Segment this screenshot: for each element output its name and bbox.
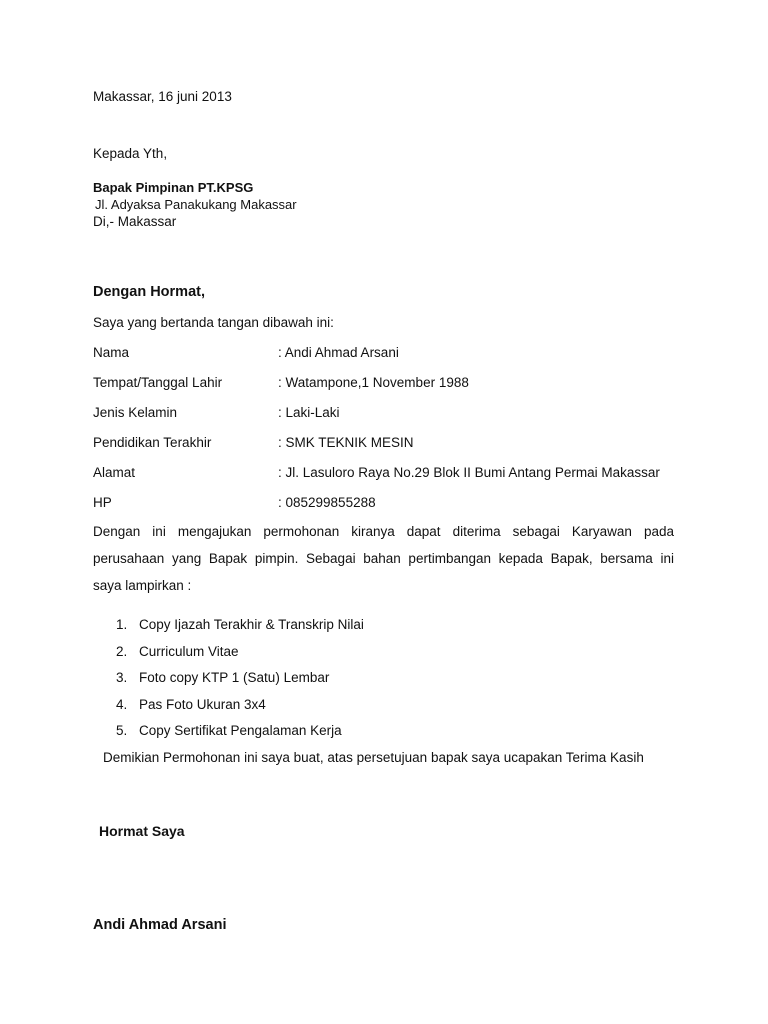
attachment-text: Curriculum Vitae — [139, 644, 239, 659]
signer-name: Andi Ahmad Arsani — [93, 917, 227, 933]
identity-value: : Andi Ahmad Arsani — [278, 345, 399, 360]
letter-date: Makassar, 16 juni 2013 — [93, 89, 232, 104]
identity-label: Jenis Kelamin — [93, 405, 178, 420]
identity-value: : 085299855288 — [278, 495, 376, 510]
attachment-number: 3. — [116, 670, 128, 685]
body-paragraph-line: Dengan ini mengajukan permohonan kiranya dapat diterima sebagai Karyawan pada — [93, 524, 674, 539]
body-paragraph-line: perusahaan yang Bapak pimpin. Sebagai bahan pertimbangan kepada Bapak, bersama ini — [93, 551, 674, 566]
identity-row-education — [93, 434, 693, 452]
recipient-address: Jl. Adyaksa Panakukang Makassar — [95, 197, 297, 212]
identity-label: Tempat/Tanggal Lahir — [93, 375, 223, 390]
attachment-list-item — [116, 696, 676, 714]
salutation: Dengan Hormat, — [93, 284, 205, 300]
identity-label: Nama — [93, 345, 130, 360]
identity-label: HP — [93, 495, 112, 510]
recipient-city: Di,- Makassar — [93, 214, 177, 229]
attachment-list-item — [116, 669, 676, 687]
identity-value: : Laki-Laki — [278, 405, 340, 420]
attachment-number: 4. — [116, 697, 128, 712]
attachment-text: Copy Ijazah Terakhir & Transkrip Nilai — [139, 617, 364, 632]
sign-off: Hormat Saya — [99, 823, 185, 839]
identity-value: : Watampone,1 November 1988 — [278, 375, 469, 390]
attachment-number: 2. — [116, 644, 128, 659]
attachment-number: 5. — [116, 723, 128, 738]
identity-label: Alamat — [93, 465, 136, 480]
attachment-list-item — [116, 643, 676, 661]
attachment-list-item — [116, 616, 676, 634]
identity-value: : Jl. Lasuloro Raya No.29 Blok II Bumi Antang Permai Makassar — [278, 465, 660, 480]
identity-label: Pendidikan Terakhir — [93, 435, 212, 450]
body-paragraph-line: saya lampirkan : — [93, 578, 192, 593]
identity-row-birth — [93, 374, 693, 392]
identity-row-address — [93, 464, 693, 482]
attachment-text: Copy Sertifikat Pengalaman Kerja — [139, 723, 342, 738]
attachment-list-item — [116, 722, 676, 740]
identity-value: : SMK TEKNIK MESIN — [278, 435, 414, 450]
identity-row-gender — [93, 404, 693, 422]
identity-row-phone — [93, 494, 693, 512]
identity-row-name — [93, 344, 693, 362]
recipient-name: Bapak Pimpinan PT.KPSG — [93, 180, 254, 195]
intro-text: Saya yang bertanda tangan dibawah ini: — [93, 315, 334, 330]
attachment-text: Foto copy KTP 1 (Satu) Lembar — [139, 670, 330, 685]
attachment-number: 1. — [116, 617, 128, 632]
greeting-to: Kepada Yth, — [93, 146, 168, 161]
attachment-text: Pas Foto Ukuran 3x4 — [139, 697, 266, 712]
closing-statement: Demikian Permohonan ini saya buat, atas persetujuan bapak saya ucapakan Terima Kasih — [103, 750, 644, 765]
